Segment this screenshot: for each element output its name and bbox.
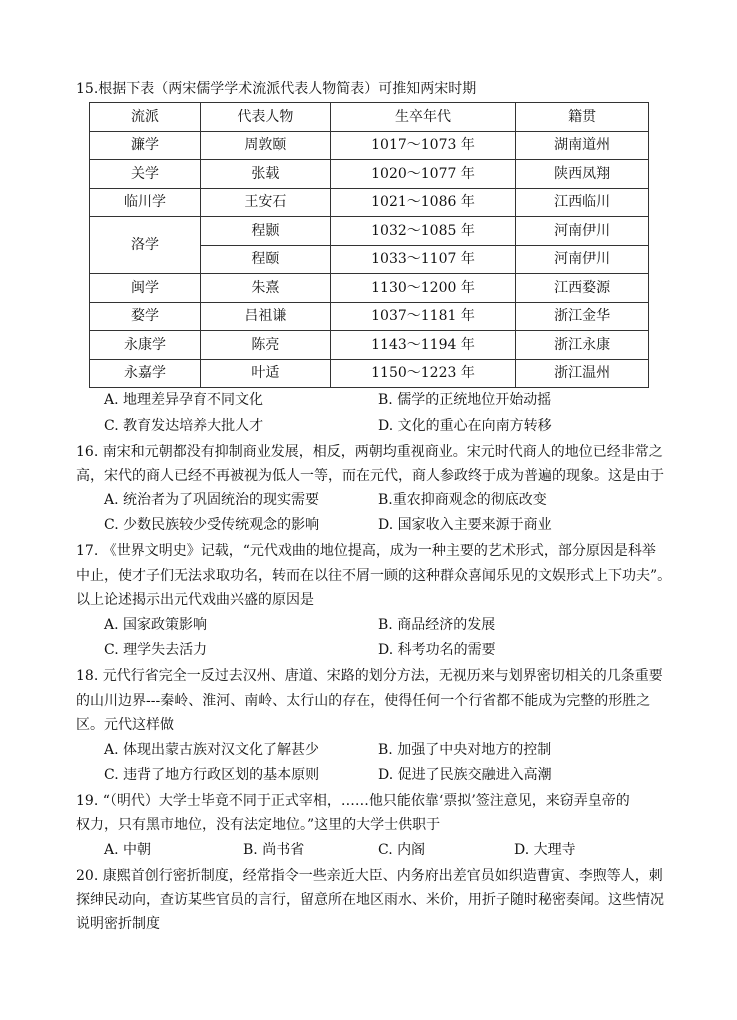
q19-option-c[interactable]: C. 内阁: [378, 842, 426, 858]
header-figure: 代表人物: [200, 103, 330, 132]
cell-origin: 浙江温州: [516, 359, 649, 388]
cell-years: 1020～1077 年: [330, 160, 515, 189]
q19-option-d[interactable]: D. 大理寺: [514, 842, 576, 858]
q17-option-b[interactable]: B. 商品经济的发展: [378, 617, 496, 633]
cell-years: 1032～1085 年: [330, 217, 515, 246]
q17-option-c[interactable]: C. 理学失去活力: [104, 642, 208, 658]
q18-option-d[interactable]: D. 促进了民族交融进入高潮: [378, 767, 552, 783]
cell-figure: 朱熹: [200, 274, 330, 303]
schools-table: [89, 102, 649, 388]
q17-option-a[interactable]: A. 国家政策影响: [104, 617, 208, 633]
q19-option-a[interactable]: A. 中朝: [104, 842, 152, 858]
q19-stem-line1: 19. “（明代）大学士毕竟不同于正式宰相，……他只能依靠‘票拟’签注意见，来窃弄皇帝的: [76, 793, 630, 809]
q16-stem-line2: 高，宋代的商人已经不再被视为低人一等，而在元代，商人参政终于成为普遍的现象。这是由于: [76, 468, 664, 484]
q20-stem-line3: 说明密折制度: [76, 916, 160, 932]
q17-stem-line2: 中止，使才子们无法求取功名，转而在以往不屑一顾的这种群众喜闻乐见的文娱形式上下功夫”。: [76, 568, 672, 584]
cell-figure: 吕祖谦: [200, 302, 330, 331]
cell-origin: 河南伊川: [516, 245, 649, 274]
cell-school: 婺学: [90, 302, 201, 331]
table-row: [90, 331, 649, 360]
q18-option-a[interactable]: A. 体现出蒙古族对汉文化了解甚少: [104, 742, 320, 758]
cell-origin: 陕西凤翔: [516, 160, 649, 189]
q18-stem-line1: 18. 元代行省完全一反过去汉州、唐道、宋路的划分方法，无视历来与划界密切相关的几条重要: [76, 668, 663, 684]
q18-option-b[interactable]: B. 加强了中央对地方的控制: [378, 742, 552, 758]
q16-option-c[interactable]: C. 少数民族较少受传统观念的影响: [104, 517, 320, 533]
cell-figure: 陈亮: [200, 331, 330, 360]
header-school: 流派: [90, 103, 201, 132]
cell-origin: 湖南道州: [516, 131, 649, 160]
q18-stem-line2: 的山川边界---秦岭、淮河、南岭、太行山的存在，使得任何一个行省都不能成为完整的形胜之: [76, 693, 651, 709]
cell-origin: 河南伊川: [516, 217, 649, 246]
cell-years: 1143～1194 年: [330, 331, 515, 360]
table-row: [90, 160, 649, 189]
cell-years: 1150～1223 年: [330, 359, 515, 388]
cell-school: 关学: [90, 160, 201, 189]
cell-origin: 浙江永康: [516, 331, 649, 360]
q16-stem-line1: 16. 南宋和元朝都没有抑制商业发展，相反，两朝均重视商业。宋元时代商人的地位已经非常之: [76, 444, 663, 460]
cell-origin: 江西临川: [516, 188, 649, 217]
q15-option-b[interactable]: B. 儒学的正统地位开始动摇: [378, 392, 552, 408]
q19-option-b[interactable]: B. 尚书省: [243, 842, 305, 858]
table-row: [90, 217, 649, 246]
q17-stem-line1: 17. 《世界文明史》记载，“元代戏曲的地位提高，成为一种主要的艺术形式，部分原因是科举: [76, 543, 656, 559]
cell-years: 1130～1200 年: [330, 274, 515, 303]
cell-school: 永康学: [90, 331, 201, 360]
cell-school: 洛学: [90, 217, 201, 274]
q16-option-a[interactable]: A. 统治者为了巩固统治的现实需要: [104, 492, 320, 508]
q17-stem-line3: 以上论述揭示出元代戏曲兴盛的原因是: [76, 592, 314, 608]
cell-figure: 王安石: [200, 188, 330, 217]
q15-option-c[interactable]: C. 教育发达培养大批人才: [104, 418, 264, 434]
q20-stem-line1: 20. 康熙首创行密折制度，经常指令一些亲近大臣、内务府出差官员如织造曹寅、李煦等人，刺: [76, 868, 663, 884]
cell-figure: 程颢: [200, 217, 330, 246]
q16-option-b[interactable]: B.重农抑商观念的彻底改变: [378, 492, 547, 508]
cell-school: 永嘉学: [90, 359, 201, 388]
table-row: [90, 274, 649, 303]
cell-origin: 江西婺源: [516, 274, 649, 303]
q18-stem-line3: 区。元代这样做: [76, 717, 174, 733]
q15-option-d[interactable]: D. 文化的重心在向南方转移: [378, 418, 552, 434]
cell-figure: 叶适: [200, 359, 330, 388]
table-row: [90, 131, 649, 160]
cell-origin: 浙江金华: [516, 302, 649, 331]
table-header-row: [90, 103, 649, 132]
header-origin: 籍贯: [516, 103, 649, 132]
cell-school: 濂学: [90, 131, 201, 160]
cell-years: 1021～1086 年: [330, 188, 515, 217]
cell-years: 1037～1181 年: [330, 302, 515, 331]
table-row: [90, 188, 649, 217]
q19-stem-line2: 权力，只有黑市地位，没有法定地位。”这里的大学士供职于: [76, 817, 441, 833]
header-years: 生卒年代: [330, 103, 515, 132]
table-row: [90, 302, 649, 331]
cell-figure: 程颐: [200, 245, 330, 274]
q17-option-d[interactable]: D. 科考功名的需要: [378, 642, 496, 658]
cell-figure: 周敦颐: [200, 131, 330, 160]
q20-stem-line2: 探绅民动向，查访某些官员的言行，留意所在地区雨水、米价，用折子随时秘密奏闻。这些情况: [76, 892, 664, 908]
table-row: [90, 359, 649, 388]
cell-years: 1033～1107 年: [330, 245, 515, 274]
q18-option-c[interactable]: C. 违背了地方行政区划的基本原则: [104, 767, 320, 783]
cell-school: 临川学: [90, 188, 201, 217]
q15-stem: 15.根据下表（两宋儒学学术流派代表人物简表）可推知两宋时期: [76, 81, 477, 97]
cell-years: 1017～1073 年: [330, 131, 515, 160]
q16-option-d[interactable]: D. 国家收入主要来源于商业: [378, 517, 552, 533]
q15-option-a[interactable]: A. 地理差异孕育不同文化: [104, 392, 264, 408]
cell-school: 闽学: [90, 274, 201, 303]
cell-figure: 张载: [200, 160, 330, 189]
